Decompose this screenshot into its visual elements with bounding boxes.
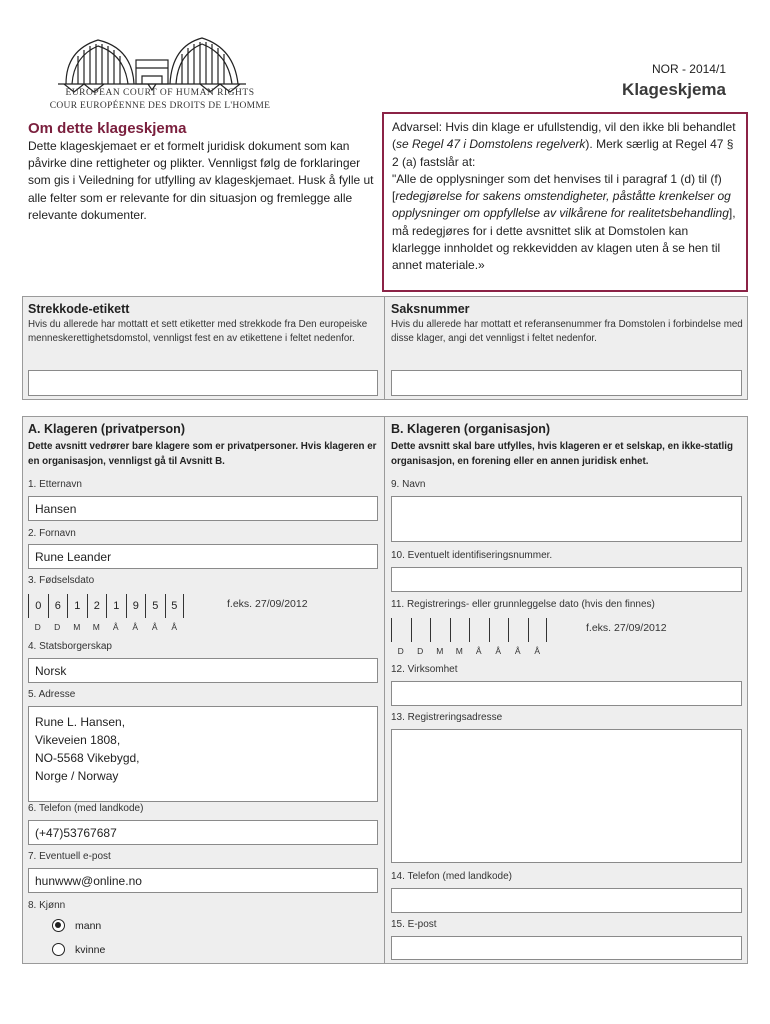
date-cell [391, 618, 411, 642]
org-activity-label: 12. Virksomhet [391, 664, 458, 675]
warning-quote: "Alle de opplysninger som det henvises til i paragraf 1 (d) til (f) [ [392, 171, 722, 204]
about-title: Om dette klageskjema [28, 120, 187, 137]
court-name-en: EUROPEAN COURT OF HUMAN RIGHTS [65, 88, 255, 98]
date-letter: D [397, 646, 404, 656]
barcode-title: Strekkode-etikett [28, 302, 130, 316]
date-cell [450, 618, 470, 642]
warning-box [382, 112, 748, 292]
dob-digit: 1 [106, 594, 126, 618]
email-label: 7. Eventuell e-post [28, 851, 111, 862]
dob-example: f.eks. 27/09/2012 [227, 598, 308, 610]
date-cell [411, 618, 431, 642]
org-reg-address-label: 13. Registreringsadresse [391, 712, 503, 723]
org-reg-address-field[interactable] [391, 729, 742, 863]
warning-paragraph-2 [392, 171, 738, 275]
radio-unchecked-icon[interactable] [52, 943, 65, 956]
firstname-field[interactable] [28, 544, 378, 569]
court-logo [52, 32, 252, 112]
section-b-title: B. Klageren (organisasjon) [391, 422, 551, 436]
warning-paragraph-1 [392, 119, 738, 171]
form-reference: NOR - 2014/1 [651, 62, 726, 76]
org-activity-field[interactable] [391, 681, 742, 706]
address-field[interactable] [28, 706, 378, 802]
address-label: 5. Adresse [28, 689, 76, 700]
org-phone-field[interactable] [391, 888, 742, 913]
section-a-desc: Dette avsnitt vedrører bare klagere som er privatpersoner. Hvis klageren er en organisasjon, vennligst gå til Avsnitt B. [28, 441, 377, 467]
dob-field[interactable] [28, 594, 184, 618]
address-line: Norge / Norway [35, 769, 119, 783]
date-letter: D [54, 622, 61, 632]
about-text: Dette klageskjemaet er et formelt juridisk dokument som kan påvirke dine rettigheter og plikter. Vennligst følg de forklaringer som gis i Veiledning for utfylling av klageskjemaet. Husk å fylle ut alle felter som er relevante for din situasjon og fremlegge alle relevante dokumenter. [28, 139, 374, 222]
org-reg-date-label: 11. Registrerings- eller grunnleggelse dato (hvis den finnes) [391, 599, 655, 610]
dob-digit: 9 [126, 594, 146, 618]
surname-value: Hansen [35, 502, 77, 516]
gender-option-male[interactable] [52, 919, 101, 932]
date-letter: Å [514, 646, 521, 656]
address-line: NO-5568 Vikebygd, [35, 751, 140, 765]
gender-female-label: kvinne [75, 943, 106, 956]
case-number-title: Saksnummer [391, 302, 470, 316]
date-letter: Å [534, 646, 541, 656]
date-letter: D [34, 622, 41, 632]
date-letter: M [92, 622, 100, 632]
email-value: hunwww@online.no [35, 874, 142, 888]
panel-divider [384, 296, 385, 400]
org-phone-label: 14. Telefon (med landkode) [391, 871, 513, 882]
case-number-desc: Hvis du allerede har mottatt et referansenummer fra Domstolen i forbindelse med disse klager, angi det vennligst i feltet nedenfor. [391, 319, 743, 344]
date-letter: M [73, 622, 81, 632]
panel-divider [384, 416, 385, 964]
gender-male-label: mann [75, 919, 102, 932]
org-reg-date-field[interactable] [391, 618, 547, 642]
date-letter: Å [171, 622, 178, 632]
barcode-value [29, 373, 35, 387]
firstname-value: Rune Leander [35, 550, 112, 564]
nationality-label: 4. Statsborgerskap [28, 641, 112, 652]
form-title: Klageskjema [622, 80, 726, 99]
gender-label: 8. Kjønn [28, 900, 66, 911]
dob-label: 3. Fødselsdato [28, 575, 95, 586]
warning-text: ). Merk særlig at Regel 47 § 2 (a) fastslår at: [392, 137, 734, 169]
dob-digit: 5 [165, 594, 185, 618]
surname-label: 1. Etternavn [28, 479, 82, 490]
org-date-format-letters [391, 646, 547, 656]
org-date-example: f.eks. 27/09/2012 [586, 622, 667, 634]
gender-option-female[interactable] [52, 943, 105, 956]
section-b-desc: Dette avsnitt skal bare utfylles, hvis klageren er et selskap, en ikke-statlig organisasjon, en forening eller en annen juridisk enhet. [391, 441, 733, 467]
nationality-value: Norsk [35, 664, 67, 678]
date-cell [430, 618, 450, 642]
dob-digit: 0 [28, 594, 48, 618]
email-field[interactable] [28, 868, 378, 893]
case-number-field[interactable] [391, 370, 742, 396]
date-letter: Å [112, 622, 119, 632]
dob-format-letters [28, 622, 184, 632]
date-cell [508, 618, 528, 642]
phone-value: (+47)53767687 [35, 826, 117, 840]
nationality-field[interactable] [28, 658, 378, 683]
surname-field[interactable] [28, 496, 378, 521]
firstname-label: 2. Fornavn [28, 528, 76, 539]
org-email-field[interactable] [391, 936, 742, 960]
section-a-title: A. Klageren (privatperson) [28, 422, 185, 436]
warning-text: Advarsel: Hvis din klage er ufullstendig, vil den ikke bli behandlet ( [392, 120, 736, 152]
date-letter: M [436, 646, 444, 656]
warning-rule-reference: se Regel 47 i Domstolens regelverk [396, 137, 586, 152]
dob-digit: 1 [67, 594, 87, 618]
address-line: Vikeveien 1808, [35, 733, 121, 747]
date-letter: M [455, 646, 463, 656]
barcode-field[interactable] [28, 370, 378, 396]
dob-digit: 6 [48, 594, 68, 618]
phone-label: 6. Telefon (med landkode) [28, 803, 144, 814]
case-number-value [392, 373, 398, 387]
dob-digit: 5 [145, 594, 165, 618]
org-id-field[interactable] [391, 567, 742, 592]
date-letter: D [417, 646, 424, 656]
org-id-label: 10. Eventuelt identifiseringsnummer. [391, 550, 553, 561]
dob-digit: 2 [87, 594, 107, 618]
warning-quote-italic: redegjørelse for sakens omstendigheter, påståtte krenkelser og opplysninger om oppfyllelse av vilkårene for realitetsbehandling [392, 189, 731, 221]
warning-quote: ], må redegjøres for i dette avsnittet slik at Domstolen kan klarlegge innholdet og rekkevidden av klagen uten å se hen til annet materiale.» [392, 206, 736, 273]
date-cell [469, 618, 489, 642]
date-letter: Å [132, 622, 139, 632]
date-cell [489, 618, 509, 642]
org-name-label: 9. Navn [391, 479, 426, 490]
org-name-field[interactable] [391, 496, 742, 542]
radio-checked-icon[interactable] [52, 919, 65, 932]
barcode-desc: Hvis du allerede har mottatt et sett etiketter med strekkode fra Den europeiske menneskerettighetsdomstol, vennligst fest en av etikettene i feltet nedenfor. [28, 319, 368, 344]
phone-field[interactable] [28, 820, 378, 845]
court-name-fr: COUR EUROPÉENNE DES DROITS DE L'HOMME [49, 101, 271, 111]
org-email-label: 15. E-post [391, 919, 437, 930]
date-letter: Å [475, 646, 482, 656]
date-letter: Å [495, 646, 502, 656]
date-cell [528, 618, 548, 642]
address-line: Rune L. Hansen, [35, 715, 126, 729]
date-letter: Å [151, 622, 158, 632]
